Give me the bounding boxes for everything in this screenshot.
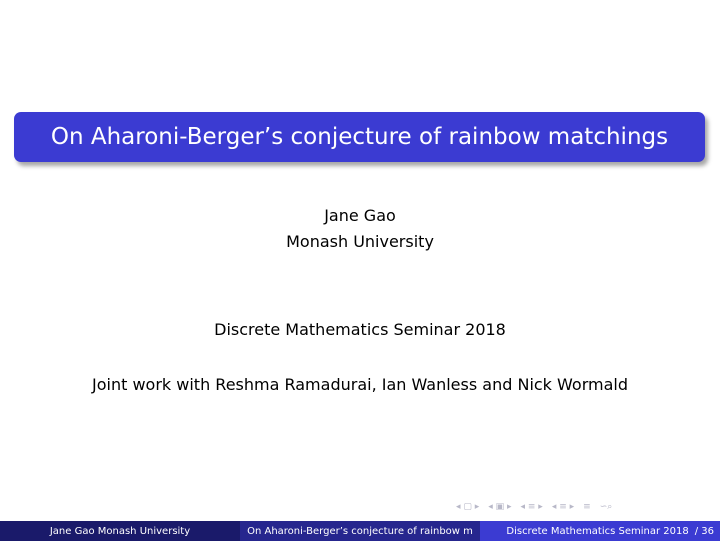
align-icon[interactable]: ≡ xyxy=(583,502,591,512)
section-nav-icon[interactable]: ◂ ▣ ▸ xyxy=(488,502,512,512)
joint-work-line: Joint work with Reshma Ramadurai, Ian Wanless and Nick Wormald xyxy=(92,375,628,394)
subsubsection-nav-icon[interactable]: ◂ ≡ ▸ xyxy=(551,502,575,512)
slide-title: On Aharoni-Berger’s conjecture of rainbow matchings xyxy=(50,124,669,150)
title-box xyxy=(14,112,705,162)
subsection-nav-icon[interactable]: ◂ ≡ ▸ xyxy=(520,502,543,512)
event-name: Discrete Mathematics Seminar 2018 xyxy=(214,320,506,339)
author-name: Jane Gao xyxy=(324,206,396,225)
beamer-navigation xyxy=(456,499,718,515)
footer-title: On Aharoni-Berger’s conjecture of rainbow m xyxy=(240,521,480,541)
footer-event: Discrete Mathematics Seminar 2018 xyxy=(506,525,689,537)
footer-right xyxy=(480,521,720,541)
author-affiliation: Monash University xyxy=(286,232,434,251)
footer-author: Jane Gao Monash University xyxy=(0,521,240,541)
search-icon[interactable]: ∽⌕ xyxy=(599,502,613,512)
footline xyxy=(0,521,720,541)
footer-page: / 36 xyxy=(694,525,714,537)
frame-left-icon[interactable]: ◂ ▢ ▸ xyxy=(456,502,480,512)
